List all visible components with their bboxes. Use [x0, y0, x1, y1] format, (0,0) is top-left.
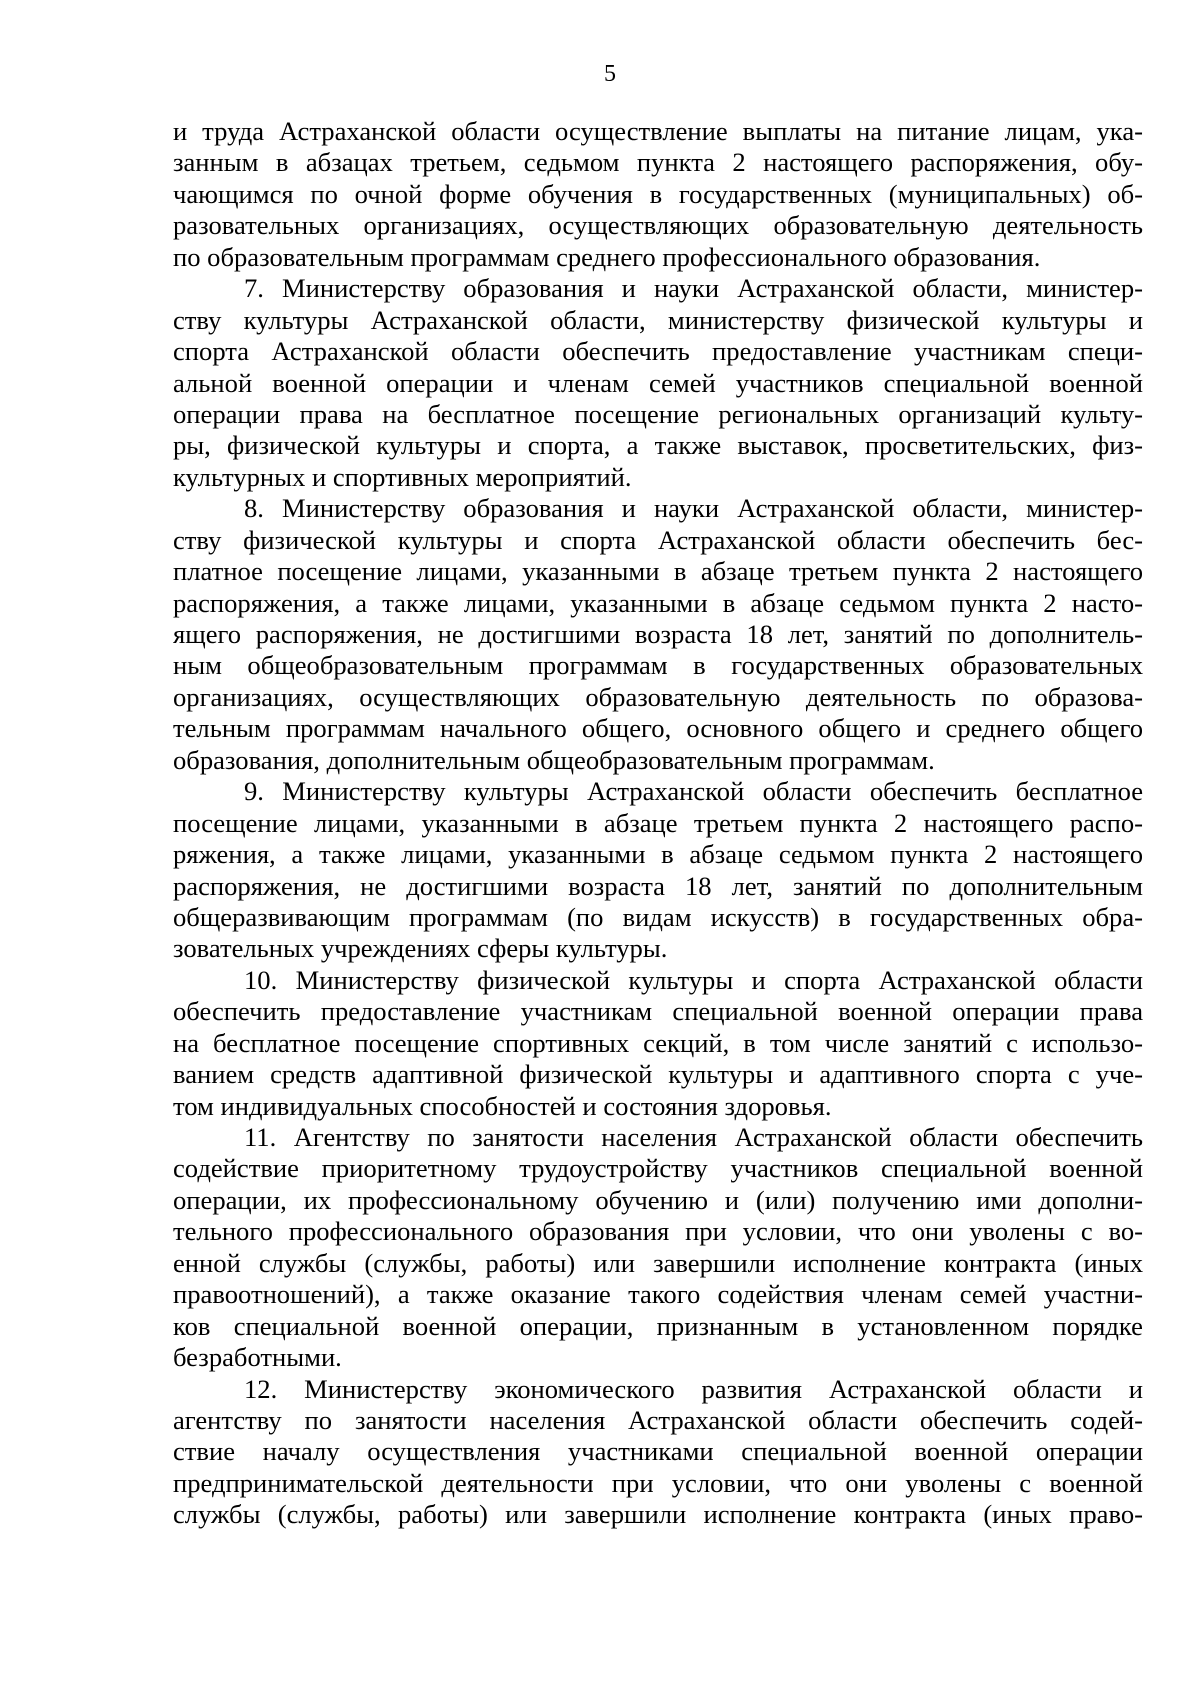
- text-line: безработными.: [173, 1342, 342, 1373]
- text-line: ству физической культуры и спорта Астраханской области обеспечить бес-: [173, 524, 1143, 555]
- text-line: спорта Астраханской области обеспечить предоставление участникам специ-: [173, 336, 1143, 367]
- text-line: тельным программам начального общего, основного общего и среднего общего: [173, 713, 1143, 744]
- text-line: ствие началу осуществления участниками специальной военной операции: [173, 1436, 1143, 1467]
- text-line: разовательных организациях, осуществляющих образовательную деятельность: [173, 210, 1143, 241]
- text-line: и труда Астраханской области осуществление выплаты на питание лицам, ука-: [173, 116, 1143, 146]
- text-line: на бесплатное посещение спортивных секций, в том числе занятий с использо-: [173, 1027, 1143, 1058]
- text-line: 10. Министерству физической культуры и спорта Астраханской области: [244, 964, 1143, 995]
- text-line: агентству по занятости населения Астраханской области обеспечить содей-: [173, 1404, 1143, 1435]
- paragraph-6-continuation: [173, 116, 1143, 273]
- text-line: альной военной операции и членам семей участников специальной военной: [173, 367, 1143, 398]
- text-line: платное посещение лицами, указанными в абзаце третьем пункта 2 настоящего: [173, 556, 1143, 587]
- text-line: операции, их профессиональному обучению и (или) получению ими дополни-: [173, 1184, 1143, 1215]
- text-line: ящего распоряжения, не достигшими возраста 18 лет, занятий по дополнитель-: [173, 619, 1143, 649]
- text-line: ным общеобразовательным программам в государственных образовательных: [173, 650, 1143, 681]
- text-line: образования, дополнительным общеобразовательным программам.: [173, 744, 935, 775]
- text-line: операции права на бесплатное посещение региональных организаций культу-: [173, 398, 1143, 429]
- paragraph-9: [173, 776, 1143, 965]
- text-line: тельного профессионального образования при условии, что они уволены с во-: [173, 1216, 1143, 1247]
- text-line: 7. Министерству образования и науки Астраханской области, министер-: [244, 273, 1143, 304]
- page-number: 5: [604, 61, 616, 87]
- text-line: 12. Министерству экономического развития Астраханской области и: [244, 1373, 1143, 1404]
- document-body: [173, 116, 1143, 1531]
- text-line: ков специальной военной операции, признанным в установленном порядке: [173, 1310, 1143, 1341]
- text-line: распоряжения, не достигшими возраста 18 лет, занятий по дополнительным: [173, 870, 1143, 901]
- text-line: содействие приоритетному трудоустройству участников специальной военной: [173, 1153, 1143, 1184]
- paragraph-10: [173, 965, 1143, 1122]
- text-line: посещение лицами, указанными в абзаце третьем пункта 2 настоящего распо-: [173, 807, 1143, 838]
- text-line: 11. Агентству по занятости населения Астраханской области обеспечить: [244, 1122, 1143, 1152]
- text-line: 9. Министерству культуры Астраханской области обеспечить бесплатное: [244, 776, 1143, 807]
- text-line: предпринимательской деятельности при условии, что они уволены с военной: [173, 1467, 1143, 1498]
- paragraph-8: [173, 493, 1143, 776]
- text-line: организациях, осуществляющих образовательную деятельность по образова-: [173, 681, 1143, 712]
- text-line: ству культуры Астраханской области, министерству физической культуры и: [173, 304, 1143, 335]
- text-line: зовательных учреждениях сферы культуры.: [173, 933, 668, 964]
- text-line: обеспечить предоставление участникам специальной военной операции права: [173, 996, 1143, 1027]
- text-line: правоотношений), а также оказание такого содействия членам семей участни-: [173, 1279, 1143, 1310]
- paragraph-11: [173, 1122, 1143, 1374]
- text-line: распоряжения, а также лицами, указанными в абзаце седьмом пункта 2 насто-: [173, 587, 1143, 618]
- text-line: ры, физической культуры и спорта, а также выставок, просветительских, физ-: [173, 430, 1143, 461]
- text-line: службы (службы, работы) или завершили исполнение контракта (иных право-: [173, 1499, 1143, 1530]
- paragraph-12: [173, 1374, 1143, 1531]
- text-line: том индивидуальных способностей и состояния здоровья.: [173, 1090, 832, 1121]
- text-line: культурных и спортивных мероприятий.: [173, 461, 632, 492]
- text-line: ряжения, а также лицами, указанными в абзаце седьмом пункта 2 настоящего: [173, 839, 1143, 870]
- text-line: занным в абзацах третьем, седьмом пункта 2 настоящего распоряжения, обу-: [173, 147, 1143, 178]
- text-line: чающимся по очной форме обучения в государственных (муниципальных) об-: [173, 178, 1143, 209]
- text-line: общеразвивающим программам (по видам искусств) в государственных обра-: [173, 901, 1143, 932]
- text-line: ванием средств адаптивной физической культуры и адаптивного спорта с уче-: [173, 1059, 1143, 1090]
- text-line: по образовательным программам среднего профессионального образования.: [173, 241, 1041, 272]
- paragraph-7: [173, 273, 1143, 493]
- text-line: енной службы (службы, работы) или завершили исполнение контракта (иных: [173, 1247, 1143, 1278]
- text-line: 8. Министерству образования и науки Астраханской области, министер-: [244, 493, 1143, 524]
